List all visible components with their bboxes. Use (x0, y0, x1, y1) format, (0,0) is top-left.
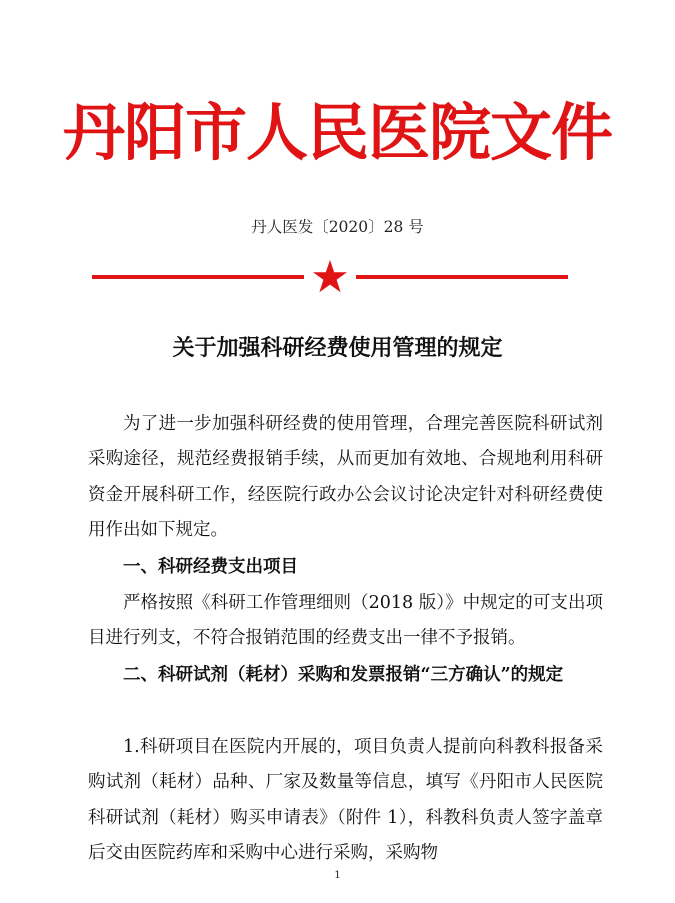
document-header-title: 丹阳市人民医院文件 (62, 96, 612, 169)
section-1-text: 严格按照《科研工作管理细则（2018 版）》中规定的可支出项目进行列支，不符合报销范围的经费支出一律不予报销。 (88, 593, 603, 649)
divider-line-left (92, 275, 304, 279)
star-icon (311, 258, 349, 296)
section-1-heading: 一、科研经费支出项目 (123, 557, 298, 577)
page-number: 1 (334, 870, 341, 881)
section-2-paragraph (88, 730, 603, 872)
section-1-paragraph (88, 586, 603, 657)
header-divider (92, 258, 568, 296)
intro-paragraph (88, 407, 603, 549)
section-2-item-1: 1.科研项目在医院内开展的，项目负责人提前向科教科报备采购试剂（耗材）品种、厂家及数量等信息，填写《丹阳市人民医院科研试剂（耗材）购买申请表》（附件 1），科教科负责人签字盖章后交由医院药库和采购中心进行采购，采购物 (88, 737, 603, 864)
document-title: 关于加强科研经费使用管理的规定 (172, 335, 503, 361)
intro-text: 为了进一步加强科研经费的使用管理，合理完善医院科研试剂采购途径，规范经费报销手续，从而更加有效地、合规地利用科研资金开展科研工作，经医院行政办公会议讨论决定针对科研经费使用作出如下规定。 (88, 414, 603, 541)
divider-line-right (356, 275, 568, 279)
section-2-heading: 二、科研试剂（耗材）采购和发票报销“三方确认”的规定 (123, 665, 564, 685)
document-number: 丹人医发〔2020〕28 号 (251, 218, 424, 236)
